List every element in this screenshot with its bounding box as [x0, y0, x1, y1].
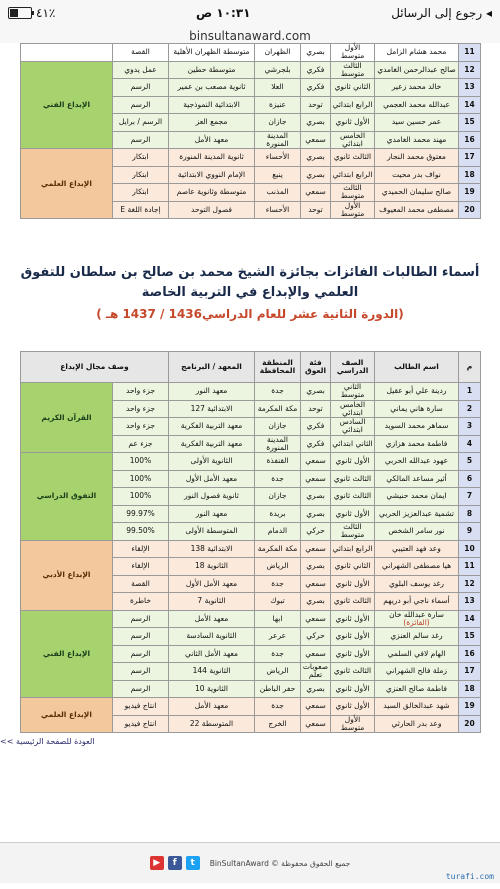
student-name [375, 453, 459, 471]
category-label: الإبداع العلمي [21, 698, 113, 733]
school: مجمع العز [169, 114, 255, 132]
region: تبوك [255, 593, 301, 611]
creativity-desc: خاطرة [113, 593, 169, 611]
disability-field: حركي [301, 523, 331, 541]
grade: الأول ثانوي [331, 505, 375, 523]
grade: الأول ثانوي [331, 114, 375, 132]
grade: الأول متوسط [331, 715, 375, 733]
table-row [21, 540, 481, 558]
battery-indicator [8, 6, 55, 20]
school: معهد الأمل الثاني [169, 645, 255, 663]
school: الابتدائية النموذجية [169, 96, 255, 114]
disability-field: فكري [301, 79, 331, 97]
row-number: 18 [459, 680, 481, 698]
category-label: الإبداع الأدبي [21, 540, 113, 610]
heading-line-1: أسماء الطالبات الفائزات بجائزة الشيخ محمد بن صالح بن سلطان للتفوق [20, 265, 480, 280]
student-name-text: الهام لافي السلمي [387, 648, 446, 658]
col-m: م [459, 352, 481, 383]
creativity-desc: 100% [113, 453, 169, 471]
disability-field: سمعي [301, 715, 331, 733]
grade: الأول متوسط [331, 44, 375, 62]
student-name [375, 505, 459, 523]
watermark: turafi.com [445, 872, 494, 881]
school: المتوسطة 22 [169, 715, 255, 733]
back-home-link[interactable]: العودة للصفحة الرئيسية >> [0, 737, 95, 746]
region: حفر الباطن [255, 680, 301, 698]
creativity-desc: عمل يدوي [113, 61, 169, 79]
disability-field: سمعي [301, 453, 331, 471]
student-name: عمر حسين سيد [375, 114, 459, 132]
grade: الثاني ثانوي [331, 558, 375, 576]
grade: الأول ثانوي [331, 610, 375, 628]
creativity-desc: القصة [113, 575, 169, 593]
student-name-text: تشمية عبدالعزيز الحربي [379, 508, 454, 518]
creativity-desc: جزء واحد [113, 383, 169, 401]
disability-field: سمعي [301, 575, 331, 593]
region: جازان [255, 114, 301, 132]
creativity-desc: انتاج فيديو [113, 698, 169, 716]
back-arrow-icon[interactable]: ◂ [485, 6, 492, 20]
student-name: عبدالله محمد العجمي [375, 96, 459, 114]
grade: الثالث ثانوي [331, 488, 375, 506]
student-name [375, 558, 459, 576]
col-desc: وصف مجال الإبداع [21, 352, 169, 383]
col-field: فئة العوق [301, 352, 331, 383]
region: الأحساء [255, 149, 301, 167]
row-number: 16 [459, 645, 481, 663]
row-number: 14 [459, 610, 481, 628]
heading-line-3: (الدورة الثانية عشر للعام الدراسي1436 / 1437 هـ ) [96, 307, 404, 321]
row-number: 17 [459, 149, 481, 167]
copyright-text: جميع الحقوق محفوظة © BinSultanAward [209, 858, 351, 868]
disability-field: فكري [301, 61, 331, 79]
creativity-desc: جزء عم [113, 435, 169, 453]
disability-field: سمعي [301, 610, 331, 628]
disability-field: سمعي [301, 184, 331, 202]
category [21, 44, 113, 62]
row-number: 20 [459, 201, 481, 219]
student-name [375, 383, 459, 401]
student-name-text: ردينة علي أبو عقيل [386, 386, 447, 396]
student-name [375, 540, 459, 558]
disability-field: سمعي [301, 698, 331, 716]
student-name [375, 575, 459, 593]
disability-field: بصري [301, 383, 331, 401]
category-label: القرآن الكريم [21, 383, 113, 453]
back-to-messages[interactable]: ◂ رجوع إلى الرسائل [391, 6, 492, 20]
page-content [0, 43, 500, 883]
row-number: 17 [459, 663, 481, 681]
region: المدينة المنورة [255, 131, 301, 149]
disability-field: بصري [301, 488, 331, 506]
disability-field: بصري [301, 166, 331, 184]
school: الثانوية الأولى [169, 453, 255, 471]
creativity-desc: الرسم [113, 645, 169, 663]
creativity-desc: إجادة اللغة E [113, 201, 169, 219]
school: الثانوية 10 [169, 680, 255, 698]
disability-field: سمعي [301, 645, 331, 663]
student-name-text: ايمان محمد حنيشي [386, 491, 447, 501]
creativity-desc: ابتكار [113, 149, 169, 167]
school: معهد التربية الفكرية [169, 435, 255, 453]
top-winners-table [20, 43, 481, 219]
region: الرياض [255, 663, 301, 681]
student-name-text: نور سامر الشخص [388, 526, 445, 536]
row-number: 11 [459, 558, 481, 576]
student-name-text: رغد سالم العنزي [390, 631, 443, 641]
row-number: 3 [459, 418, 481, 436]
category-label: الإبداع الفني [21, 610, 113, 698]
student-name-text: سارة هاني يماني [390, 403, 443, 413]
student-name-text: فاطمة محمد هزازي [385, 438, 448, 448]
grade: الأول ثانوي [331, 645, 375, 663]
school: معهد الأمل الأول [169, 575, 255, 593]
student-name [375, 663, 459, 681]
youtube-icon[interactable]: ▶ [150, 856, 164, 870]
grade: الأول متوسط [331, 201, 375, 219]
grade: الثالث ثانوي [331, 470, 375, 488]
student-name [375, 715, 459, 733]
twitter-icon[interactable]: t [186, 856, 200, 870]
creativity-desc: الإلقاء [113, 558, 169, 576]
table-row [21, 44, 481, 62]
category-label: التفوق الدراسي [21, 453, 113, 541]
student-name [375, 593, 459, 611]
grade: الأول ثانوي [331, 680, 375, 698]
region: بلجرشي [255, 61, 301, 79]
disability-field: بصري [301, 44, 331, 62]
grade: الخامس ابتدائي [331, 131, 375, 149]
region: جازان [255, 418, 301, 436]
student-name-text: شهد عبدالخالق السيد [383, 701, 450, 711]
school: معهد الأمل الأول [169, 470, 255, 488]
table-row [21, 149, 481, 167]
disability-field: توحد [301, 201, 331, 219]
disability-field: بصري [301, 114, 331, 132]
student-name [375, 418, 459, 436]
student-name: محمد هشام الزامل [375, 44, 459, 62]
grade: الرابع ابتدائي [331, 96, 375, 114]
facebook-icon[interactable]: f [168, 856, 182, 870]
student-name-text: أسماء ناجي أبو دريهم [383, 596, 450, 606]
heading-line-2: العلمي والإبداع في التربية الخاصة [141, 285, 359, 300]
grade: الأول ثانوي [331, 628, 375, 646]
grade: الثالث ثانوي [331, 593, 375, 611]
student-name [375, 400, 459, 418]
region: مكة المكرمة [255, 400, 301, 418]
grade: الثاني ابتدائي [331, 435, 375, 453]
school: معهد الأمل [169, 610, 255, 628]
creativity-desc: الرسم [113, 96, 169, 114]
school: الثانوية 144 [169, 663, 255, 681]
disability-field: بصري [301, 593, 331, 611]
creativity-desc: 100% [113, 488, 169, 506]
grade: الثاني ثانوي [331, 79, 375, 97]
school: متوسطة حطين [169, 61, 255, 79]
row-number: 16 [459, 131, 481, 149]
region: الدمام [255, 523, 301, 541]
disability-field: توحد [301, 400, 331, 418]
row-number: 2 [459, 400, 481, 418]
region: مكة المكرمة [255, 540, 301, 558]
row-number: 14 [459, 96, 481, 114]
creativity-desc: الرسم [113, 131, 169, 149]
region: جدة [255, 698, 301, 716]
grade: الثالث متوسط [331, 523, 375, 541]
creativity-desc: ابتكار [113, 166, 169, 184]
region: الرياض [255, 558, 301, 576]
region: جدة [255, 383, 301, 401]
grade: السادس ابتدائي [331, 418, 375, 436]
creativity-desc: الرسم [113, 680, 169, 698]
student-name: معتوق محمد النجار [375, 149, 459, 167]
table-row [21, 698, 481, 716]
row-number: 13 [459, 79, 481, 97]
grade: الأول ثانوي [331, 575, 375, 593]
table-header-row [21, 352, 481, 383]
creativity-desc: انتاج فيديو [113, 715, 169, 733]
row-number: 1 [459, 383, 481, 401]
student-name: مهند محمد الغامدي [375, 131, 459, 149]
grade: الأول ثانوي [331, 698, 375, 716]
row-number: 9 [459, 523, 481, 541]
female-winners-table [20, 351, 481, 733]
school: المتوسطة الأولى [169, 523, 255, 541]
grade: الثالث متوسط [331, 184, 375, 202]
row-number: 7 [459, 488, 481, 506]
disability-field: سمعي [301, 131, 331, 149]
disability-field: حركي [301, 628, 331, 646]
student-name-text: أثير مساعد المالكي [386, 473, 447, 483]
url-text[interactable]: binsultanaward.com [189, 29, 311, 43]
school: ثانوية المدينة المنورة [169, 149, 255, 167]
region: ينبع [255, 166, 301, 184]
creativity-desc: 100% [113, 470, 169, 488]
battery-icon [8, 7, 32, 19]
student-name [375, 610, 459, 628]
region: عنيزة [255, 96, 301, 114]
school: ثانوية فصول النور [169, 488, 255, 506]
student-name [375, 470, 459, 488]
school: متوسطة وثانوية عاصم [169, 184, 255, 202]
region: بريدة [255, 505, 301, 523]
table-row [21, 610, 481, 628]
region: الخرج [255, 715, 301, 733]
student-name-text: عهود عبدالله الحربي [384, 456, 449, 466]
region: عرعر [255, 628, 301, 646]
school: معهد الأمل [169, 698, 255, 716]
school: الإمام النووي الابتدائية [169, 166, 255, 184]
disability-field: سمعي [301, 540, 331, 558]
student-name-text: فاطمة صالح العنزي [385, 683, 447, 693]
row-number: 11 [459, 44, 481, 62]
student-name-text: زملة فالح الشهراني [386, 666, 447, 676]
row-number: 19 [459, 184, 481, 202]
school: الثانوية 7 [169, 593, 255, 611]
row-number: 6 [459, 470, 481, 488]
disability-field: بصري [301, 558, 331, 576]
grade: الثالث ثانوي [331, 149, 375, 167]
grade: الأول ثانوي [331, 453, 375, 471]
creativity-desc: القصة [113, 44, 169, 62]
student-name [375, 435, 459, 453]
student-name-text: رغد يوسف البلوي [388, 578, 445, 588]
creativity-desc: الرسم [113, 79, 169, 97]
category-label: الإبداع الفني [21, 61, 113, 149]
social-links [150, 856, 200, 870]
creativity-desc: جزء واحد [113, 400, 169, 418]
school: الثانوية السادسة [169, 628, 255, 646]
student-name-text: هيا مصطفى الشهراني [381, 561, 452, 571]
school: فصول التوحد [169, 201, 255, 219]
creativity-desc: الرسم [113, 628, 169, 646]
col-region: المنطقة المحافظة [255, 352, 301, 383]
creativity-desc: 99.50% [113, 523, 169, 541]
region: جدة [255, 645, 301, 663]
creativity-desc: الرسم [113, 663, 169, 681]
region: المدينة المنورة [255, 435, 301, 453]
disability-field: صعوبات تعلم [301, 663, 331, 681]
table-row [21, 453, 481, 471]
disability-field: توحد [301, 96, 331, 114]
school: معهد النور [169, 383, 255, 401]
student-name: خالد محمد زعير [375, 79, 459, 97]
creativity-desc: جزء واحد [113, 418, 169, 436]
student-name [375, 680, 459, 698]
school: الثانوية 18 [169, 558, 255, 576]
student-name: صالح عبدالرحمن الغامدي [375, 61, 459, 79]
creativity-desc: الإلقاء [113, 540, 169, 558]
student-name: مصطفى محمد المعيوف [375, 201, 459, 219]
battery-percent: ٤١٪ [36, 6, 56, 20]
table-row [21, 383, 481, 401]
school: الابتدائية 138 [169, 540, 255, 558]
creativity-desc: الرسم [113, 610, 169, 628]
creativity-desc: الرسم / برايل [113, 114, 169, 132]
creativity-desc: ابتكار [113, 184, 169, 202]
student-name [375, 698, 459, 716]
region: جازان [255, 488, 301, 506]
row-number: 5 [459, 453, 481, 471]
winner-note: (الفائزة) [403, 617, 430, 627]
disability-field: بصري [301, 505, 331, 523]
row-number: 15 [459, 114, 481, 132]
row-number: 12 [459, 575, 481, 593]
disability-field: فكري [301, 418, 331, 436]
table-row [21, 61, 481, 79]
student-name-text: سارة عبدالله خان [389, 609, 444, 619]
region: ابها [255, 610, 301, 628]
student-name [375, 645, 459, 663]
region: الظهران [255, 44, 301, 62]
row-number: 18 [459, 166, 481, 184]
region: الأحساء [255, 201, 301, 219]
row-number: 15 [459, 628, 481, 646]
student-name [375, 628, 459, 646]
region: القنفذة [255, 453, 301, 471]
region: المذنب [255, 184, 301, 202]
site-footer [0, 842, 500, 883]
region: جدة [255, 575, 301, 593]
grade: الرابع ابتدائي [331, 540, 375, 558]
row-number: 8 [459, 505, 481, 523]
grade: الثالث ثانوي [331, 663, 375, 681]
creativity-desc: 99.97% [113, 505, 169, 523]
disability-field: بصري [301, 149, 331, 167]
school: الابتدائية 127 [169, 400, 255, 418]
grade: الخامس ابتدائي [331, 400, 375, 418]
category-label: الإبداع العلمي [21, 149, 113, 219]
disability-field: فكري [301, 435, 331, 453]
disability-field: سمعي [301, 470, 331, 488]
row-number: 19 [459, 698, 481, 716]
status-bar [0, 0, 500, 26]
col-school: المعهد / البرنامج [169, 352, 255, 383]
region: العلا [255, 79, 301, 97]
student-name-text: وعد بدر الحارثي [391, 718, 442, 728]
disability-field: بصري [301, 680, 331, 698]
col-name: اسم الطالب [375, 352, 459, 383]
student-name: صالح سليمان الحميدي [375, 184, 459, 202]
school: معهد التربية الفكرية [169, 418, 255, 436]
grade: الرابع ابتدائي [331, 166, 375, 184]
col-grade: الصف الدراسي [331, 352, 375, 383]
row-number: 13 [459, 593, 481, 611]
student-name [375, 488, 459, 506]
school: متوسطة الظهران الأهلية [169, 44, 255, 62]
row-number: 20 [459, 715, 481, 733]
school: معهد النور [169, 505, 255, 523]
clock: ١٠:٣١ ص [196, 6, 251, 20]
student-name-text: وعد فهد العتيبي [392, 543, 441, 553]
student-name-text: سماهر محمد السويد [384, 421, 449, 431]
region: جدة [255, 470, 301, 488]
school: معهد الأمل [169, 131, 255, 149]
row-number: 12 [459, 61, 481, 79]
row-number: 4 [459, 435, 481, 453]
row-number: 10 [459, 540, 481, 558]
student-name [375, 523, 459, 541]
student-name: نواف بدر محيت [375, 166, 459, 184]
grade: الثالث متوسط [331, 61, 375, 79]
school: ثانوية مصعب بن عمير [169, 79, 255, 97]
grade: الثاني متوسط [331, 383, 375, 401]
